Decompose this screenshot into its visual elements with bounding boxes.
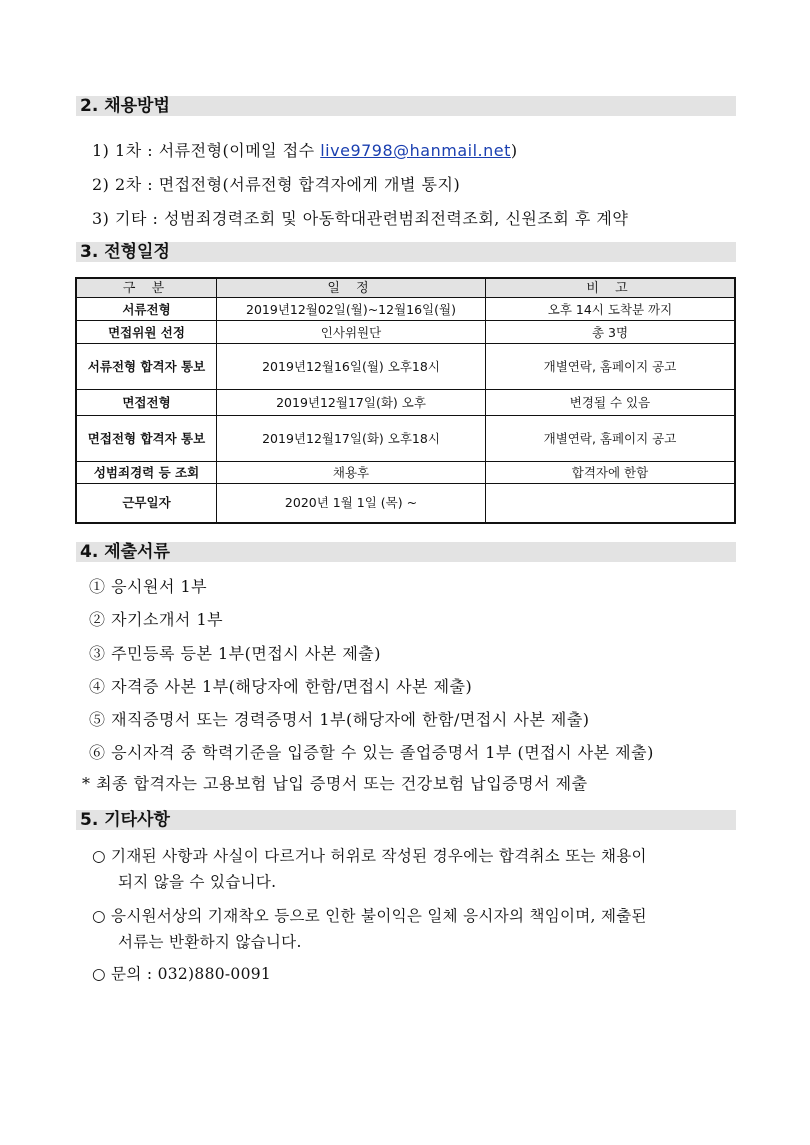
notice-item-1-line2: 되지 않을 수 있습니다. xyxy=(118,873,277,891)
table-row xyxy=(76,298,735,321)
document-item-2: ② 자기소개서 1부 xyxy=(89,610,224,629)
row-category: 서류전형 합격자 통보 xyxy=(76,344,217,390)
table-row xyxy=(76,484,735,523)
header-category: 구 분 xyxy=(76,278,217,298)
table-row xyxy=(76,390,735,416)
row-schedule: 2020년 1월 1일 (목) ~ xyxy=(217,484,486,523)
row-category: 면접전형 합격자 통보 xyxy=(76,416,217,462)
row-category: 근무일자 xyxy=(76,484,217,523)
row-remarks: 개별연락, 홈페이지 공고 xyxy=(486,416,736,462)
row-category: 서류전형 xyxy=(76,298,217,321)
section-2-heading: 2. 채용방법 xyxy=(76,96,736,116)
row-schedule: 채용후 xyxy=(217,462,486,484)
method-item-1-prefix: 1) 1차 : 서류전형(이메일 접수 xyxy=(92,141,321,160)
row-schedule: 2019년12월17일(화) 오후 xyxy=(217,390,486,416)
table-header-row xyxy=(76,278,735,298)
notice-item-1-line1: ○ 기재된 사항과 사실이 다르거나 허위로 작성된 경우에는 합격취소 또는 채용이 xyxy=(92,847,647,865)
section-5-heading: 5. 기타사항 xyxy=(76,810,736,830)
table-row xyxy=(76,321,735,344)
row-schedule: 인사위원단 xyxy=(217,321,486,344)
row-schedule: 2019년12월16일(월) 오후18시 xyxy=(217,344,486,390)
contact-line: ○ 문의 : 032)880-0091 xyxy=(92,965,272,983)
schedule-table xyxy=(75,277,736,524)
document-item-4: ④ 자격증 사본 1부(해당자에 한함/면접시 사본 제출) xyxy=(89,677,473,696)
method-item-1 xyxy=(92,140,518,162)
method-item-1-suffix: ) xyxy=(510,141,518,160)
document-item-3: ③ 주민등록 등본 1부(면접시 사본 제출) xyxy=(89,644,381,663)
notice-item-2-line2: 서류는 반환하지 않습니다. xyxy=(118,933,302,951)
row-schedule: 2019년12월02일(월)~12월16일(월) xyxy=(217,298,486,321)
document-item-1: ① 응시원서 1부 xyxy=(89,577,208,596)
row-remarks: 총 3명 xyxy=(486,321,736,344)
row-category: 면접전형 xyxy=(76,390,217,416)
row-remarks: 합격자에 한함 xyxy=(486,462,736,484)
method-item-3: 3) 기타 : 성범죄경력조회 및 아동학대관련범죄전력조회, 신원조회 후 계약 xyxy=(92,209,629,228)
row-category: 면접위원 선정 xyxy=(76,321,217,344)
notice-item-2 xyxy=(92,903,647,955)
table-row xyxy=(76,344,735,390)
header-remarks: 비 고 xyxy=(486,278,736,298)
row-schedule: 2019년12월17일(화) 오후18시 xyxy=(217,416,486,462)
row-remarks xyxy=(486,484,736,523)
row-remarks: 오후 14시 도착분 까지 xyxy=(486,298,736,321)
notice-item-2-line1: ○ 응시원서상의 기재착오 등으로 인한 불이익은 일체 응시자의 책임이며, 제출된 xyxy=(92,907,647,925)
row-remarks: 개별연락, 홈페이지 공고 xyxy=(486,344,736,390)
row-category: 성범죄경력 등 조회 xyxy=(76,462,217,484)
document-item-5: ⑤ 재직증명서 또는 경력증명서 1부(해당자에 한함/면접시 사본 제출) xyxy=(89,710,590,729)
section-3-heading: 3. 전형일정 xyxy=(76,242,736,262)
document-item-6: ⑥ 응시자격 중 학력기준을 입증할 수 있는 졸업증명서 1부 (면접시 사본 제출) xyxy=(89,743,654,762)
document-note: * 최종 합격자는 고용보험 납입 증명서 또는 건강보험 납입증명서 제출 xyxy=(82,774,588,793)
header-schedule: 일 정 xyxy=(217,278,486,298)
notice-item-1 xyxy=(92,843,647,895)
section-4-heading: 4. 제출서류 xyxy=(76,542,736,562)
method-item-2: 2) 2차 : 면접전형(서류전형 합격자에게 개별 통지) xyxy=(92,175,461,194)
table-row xyxy=(76,416,735,462)
row-remarks: 변경될 수 있음 xyxy=(486,390,736,416)
table-row xyxy=(76,462,735,484)
email-link[interactable]: live9798@hanmail.net xyxy=(320,141,511,160)
